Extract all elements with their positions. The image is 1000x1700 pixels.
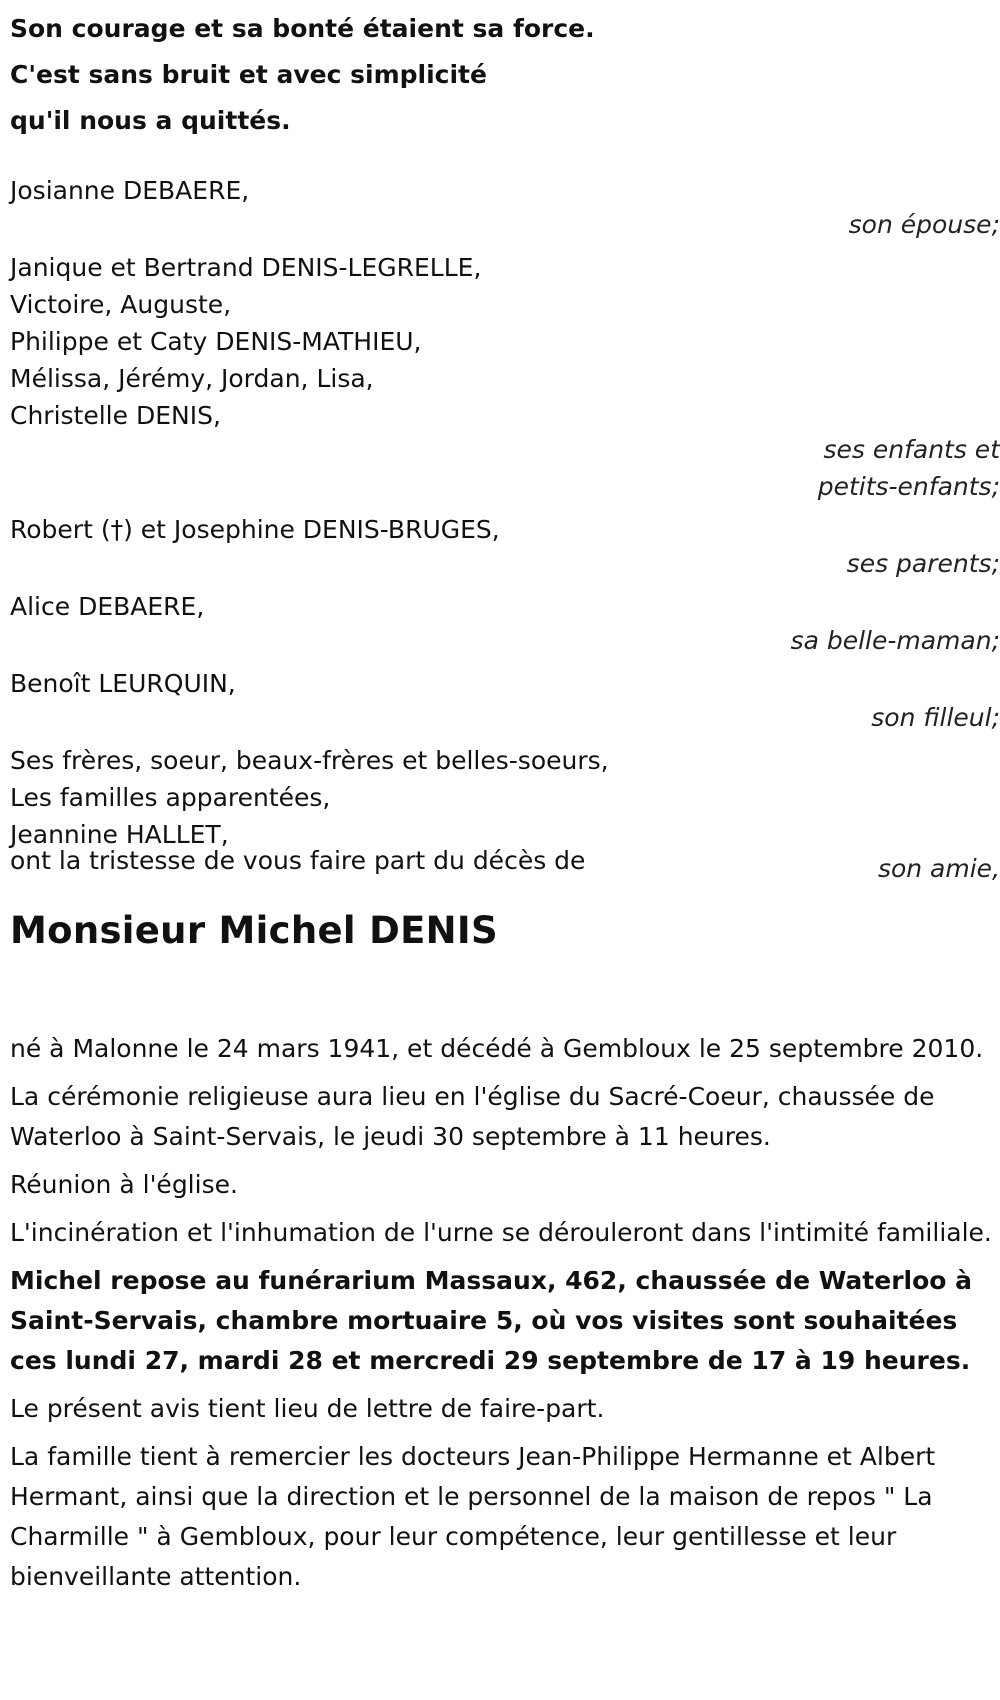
family-name-line: Christelle DENIS, bbox=[10, 401, 221, 430]
family-name-line: Janique et Bertrand DENIS-LEGRELLE, bbox=[10, 253, 482, 282]
body-paragraph: L'incinération et l'inhumation de l'urne se dérouleront dans l'intimité familiale. bbox=[10, 1218, 992, 1247]
deceased-name: Monsieur Michel DENIS bbox=[10, 909, 498, 952]
announcement: ont la tristesse de vous faire part du décès de bbox=[10, 846, 586, 875]
family-names bbox=[10, 249, 1000, 434]
motto-line: qu'il nous a quittés. bbox=[10, 106, 291, 135]
family-name-line: Philippe et Caty DENIS-MATHIEU, bbox=[10, 327, 422, 356]
family-role-line: son épouse; bbox=[848, 210, 1000, 239]
family-names bbox=[10, 588, 1000, 625]
motto-line: C'est sans bruit et avec simplicité bbox=[10, 60, 487, 89]
family-name-line: Ses frères, soeur, beaux-frères et belles-soeurs, bbox=[10, 746, 609, 775]
family-role bbox=[10, 699, 1000, 736]
family-role-line: ses enfants et bbox=[823, 435, 1000, 464]
family-role bbox=[10, 206, 1000, 243]
body-paragraph-bold: Michel repose au funérarium Massaux, 462, chaussée de Waterloo à Saint-Servais, chambre mortuaire 5, où vos visites sont souhaitées ces lundi 27, mardi 28 et mercredi 29 septembre de 17 à 19 heures. bbox=[10, 1266, 973, 1375]
family-role bbox=[10, 431, 1000, 505]
family-name-line: Jeannine HALLET, bbox=[10, 820, 229, 849]
family-role-line: ses parents; bbox=[846, 549, 1000, 578]
body-paragraph: Réunion à l'église. bbox=[10, 1170, 238, 1199]
family-role bbox=[10, 622, 1000, 659]
body-paragraph: né à Malonne le 24 mars 1941, et décédé à Gembloux le 25 septembre 2010. bbox=[10, 1034, 984, 1063]
family-names bbox=[10, 172, 1000, 209]
family-names bbox=[10, 665, 1000, 702]
motto-line: Son courage et sa bonté étaient sa force. bbox=[10, 14, 595, 43]
family-role-line: petits-enfants; bbox=[817, 472, 1000, 501]
family-name-line: Alice DEBAERE, bbox=[10, 592, 205, 621]
motto bbox=[10, 6, 595, 144]
family-role-line: son filleul; bbox=[871, 703, 1000, 732]
family-role-line: son amie, bbox=[877, 854, 1000, 883]
family-name-line: Josianne DEBAERE, bbox=[10, 176, 250, 205]
obituary-body bbox=[10, 1029, 995, 1605]
family-name-line: Les familles apparentées, bbox=[10, 783, 331, 812]
body-paragraph: La famille tient à remercier les docteurs Jean-Philippe Hermanne et Albert Hermant, ainsi que la direction et le personnel de la maison de repos " La Charmille " à Gembloux, pour leur compétence, leur gentillesse et leur bienveillante attention. bbox=[10, 1442, 936, 1591]
family-names bbox=[10, 511, 1000, 548]
family-names bbox=[10, 742, 1000, 853]
family-list bbox=[10, 172, 1000, 893]
body-paragraph: Le présent avis tient lieu de lettre de faire-part. bbox=[10, 1394, 605, 1423]
body-paragraph: La cérémonie religieuse aura lieu en l'église du Sacré-Coeur, chaussée de Waterloo à Saint-Servais, le jeudi 30 septembre à 11 heures. bbox=[10, 1082, 935, 1151]
family-name-line: Robert (†) et Josephine DENIS-BRUGES, bbox=[10, 515, 500, 544]
family-name-line: Victoire, Auguste, bbox=[10, 290, 232, 319]
family-role-line: sa belle-maman; bbox=[790, 626, 1000, 655]
family-name-line: Mélissa, Jérémy, Jordan, Lisa, bbox=[10, 364, 374, 393]
family-role bbox=[10, 545, 1000, 582]
family-name-line: Benoît LEURQUIN, bbox=[10, 669, 236, 698]
